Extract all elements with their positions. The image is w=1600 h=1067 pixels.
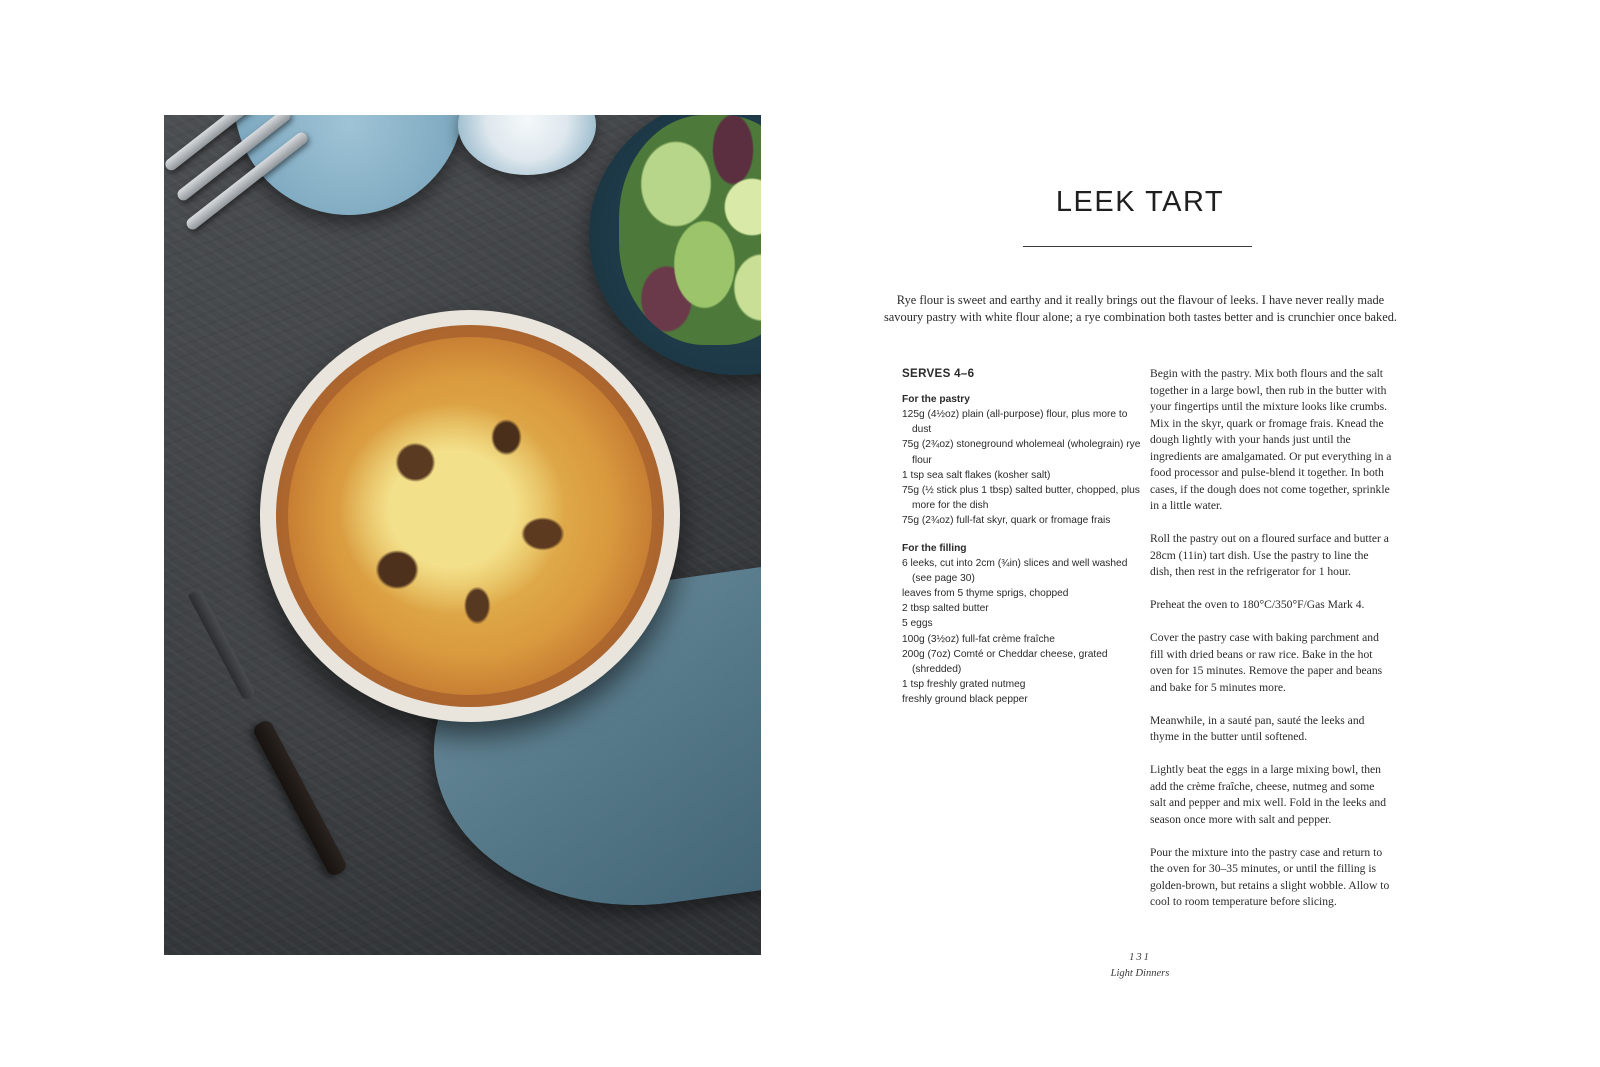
ingredient-item: 1 tsp freshly grated nutmeg: [902, 679, 1026, 691]
filling-heading: For the filling: [902, 542, 967, 554]
page-number: 131: [1129, 952, 1151, 963]
serves-heading: SERVES 4–6: [902, 367, 975, 380]
ingredient-item: 75g (2¾oz) stoneground wholemeal (wholegrain) rye flour: [902, 439, 1141, 466]
pastry-ingredients: [902, 407, 1147, 529]
method-step: Cover the pastry case with baking parchment and fill with dried beans or raw rice. Bake in the hot oven for 15 minutes. Remove the paper and beans and bake for 5 minutes more.: [1150, 631, 1383, 694]
method-step: Lightly beat the eggs in a large mixing bowl, then add the crème fraîche, cheese, nutmeg and some salt and pepper and mix well. Fold in the leeks and season once more with salt and pepper.: [1150, 763, 1387, 826]
method-column: [1150, 366, 1393, 927]
ingredient-item: 100g (3½oz) full-fat crème fraîche: [902, 633, 1055, 645]
ingredient-item: 6 leeks, cut into 2cm (¾in) slices and well washed (see page 30): [902, 557, 1128, 584]
recipe-intro: Rye flour is sweet and earthy and it really brings out the flavour of leeks. I have never really made savoury pastry with white flour alone; a rye combination both tastes better and is crunchier once baked.: [883, 293, 1398, 324]
ingredient-item: freshly ground black pepper: [902, 694, 1028, 706]
ingredient-item: 125g (4½oz) plain (all-purpose) flour, plus more to dust: [902, 409, 1128, 436]
page-footer: [1040, 950, 1240, 981]
filling-ingredients: [902, 556, 1147, 708]
ingredients-column: [902, 366, 1147, 708]
ingredient-item: 1 tsp sea salt flakes (kosher salt): [902, 469, 1051, 481]
pastry-heading: For the pastry: [902, 394, 970, 405]
method-step: Pour the mixture into the pastry case and return to the oven for 30–35 minutes, or until the filling is golden-brown, but retains a slight wobble. Allow to cool to room temperature before slicing.: [1150, 845, 1390, 908]
section-name: Light Dinners: [1110, 967, 1170, 979]
tart-filling: [288, 337, 652, 695]
method-step: Meanwhile, in a sauté pan, sauté the leeks and thyme in the butter until softened.: [1150, 713, 1365, 743]
ingredient-item: 5 eggs: [902, 618, 933, 630]
ingredient-item: 75g (½ stick plus 1 tbsp) salted butter, chopped, plus more for the dish: [902, 485, 1140, 512]
recipe-title: LEEK TART: [1055, 186, 1225, 218]
leek-tart-photo: [164, 115, 761, 955]
ingredient-item: 2 tbsp salted butter: [902, 603, 989, 615]
salad-leaves: [619, 115, 761, 345]
ingredient-item: leaves from 5 thyme sprigs, chopped: [902, 588, 1069, 600]
title-divider: [1023, 246, 1252, 247]
method-step: Preheat the oven to 180°C/350°F/Gas Mark 4.: [1150, 598, 1365, 611]
method-step: Begin with the pastry. Mix both flours and the salt together in a large bowl, then rub in the butter with your fingertips until the mixture looks like crumbs. Mix in the skyr, quark or fromage frais. Knead the dough lightly with your hands just until the ingredients are amalgamated. Or put everything in a food processor and pulse-blend it together. In both cases, if the dough does not come together, sprinkle in a little water.: [1150, 367, 1392, 512]
method-step: Roll the pastry out on a floured surface and butter a 28cm (11in) tart dish. Use the pastry to line the dish, then rest in the refrigerator for 1 hour.: [1150, 532, 1389, 578]
ingredient-item: 75g (2¾oz) full-fat skyr, quark or fromage frais: [902, 515, 1111, 527]
ingredient-item: 200g (7oz) Comté or Cheddar cheese, grated (shredded): [902, 648, 1108, 676]
